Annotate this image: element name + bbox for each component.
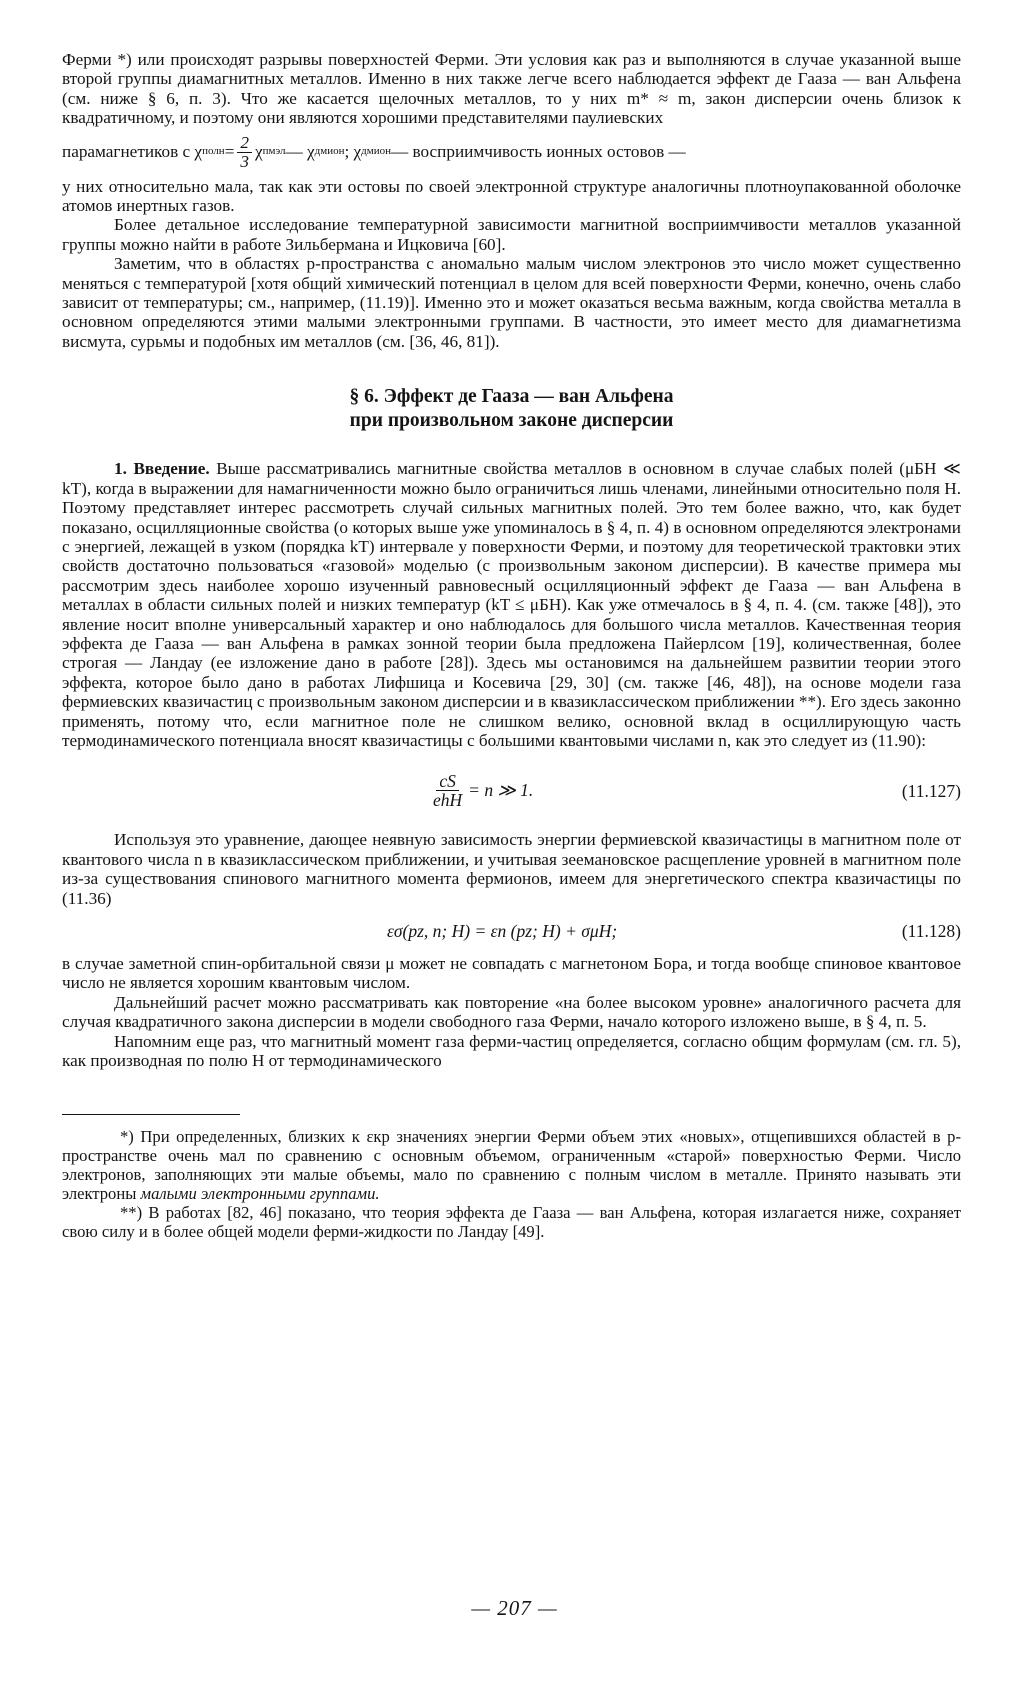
introduction-text: Выше рассматривались магнитные свойства металлов в основном в случае слабых полей (μБH ≪ kT), когда в выражении для намагниченности можно было ограничиться лишь членами, линейными относительно поля H. Поэтому представляет интерес рассмотреть случай сильных магнитных полей. Это тем более важно, что, как будет показано, осцилляционные свойства (о которых выше уже упоминалось в § 4, п. 4) в основном определяются электронами с энергией, лежащей в узком (порядка kT) интервале у поверхности Ферми, и поэтому для теоретической трактовки этих свойств достаточно пользоваться «газовой» моделью (с произвольным законом дисперсии). В качестве примера мы рассмотрим здесь наиболее хорошо изученный равновесный осцилляционный эффект де Гааза — ван Альфена в металлах в области сильных полей и низких температур (kT ≤ μБH). Как уже отмечалось в § 4, п. 4. (см. также [48]), это явление носит вполне универсальный характер и оно наблюдалось для большого числа металлов. Качественная теория эффекта де Гааза — ван Альфена в рамках зонной теории была предложена Пайерлсом [19], количественная, более строгая — Ландау (ее изложение дано в работе [28]). Здесь мы остановимся на дальнейшем развитии теории этого эффекта, которое было дано в работах Лифшица и Косевича [29, 30] (см. также [46, 48]), на основе модели газа фермиевских квазичастиц с произвольным законом дисперсии и в квазиклассическом приближении **). Его здесь законно применять, потому что, если магнитное поле не слишком велико, основной вклад в осциллирующую часть термодинамического потенциала вносят квазичастицы с большими квантовыми числами n, как это следует из (11.90): [62,459,961,750]
paragraph-ion-cores: у них относительно мала, так как эти остовы по своей электронной структуре аналогичны плотноупакованной оболочке атомов инертных газов. [62,176,961,216]
eq1-rhs: = n ≫ 1. [468,779,534,800]
section-title-line1: § 6. Эффект де Гааза — ван Альфена [349,386,674,408]
formula-minus: — χ [285,142,315,162]
formula-chi2-sub: ион [327,145,345,158]
paragraph-further-calc: Дальнейший расчет можно рассматривать как повторение «на более высоком уровне» аналогичного расчета для случая квадратичного закона дисперсии в модели свободного газа Ферми, начало которого изложено выше, в § 4, п. 5. [62,992,961,1032]
formula-eq: = [224,142,235,162]
formula-chi3-sub: ион [373,145,392,158]
formula-prefix: парамагнетиков с χ [62,142,203,162]
formula-chi1: χ [254,142,263,162]
paragraph-introduction [62,459,961,750]
footnote-1-italic: малыми электронными группами. [140,1184,380,1204]
eq1-numerator: cS [436,772,459,791]
footnote-divider [62,1114,240,1115]
paragraph-small-groups: Заметим, что в областях p-пространства с аномально малым числом электронов это число может существенно меняться с температурой [хотя общий химический потенциал в целом для всей поверхности Ферми, конечно, очень слабо зависит от температуры; см., например, (11.19)]. Именно это и может оказаться весьма важным, когда свойства металла в основном определяются этими малыми электронными группами. В частности, это имеет место для диамагнетизма висмута, сурьмы и подобных им металлов (см. [36, 46, 81]). [62,254,961,351]
formula-chi2-sup: дм [314,145,328,158]
fraction-numerator: 2 [237,134,252,153]
formula-chi1-sup: пм [262,145,276,158]
paragraph-magnetic-moment: Напомним еще раз, что магнитный момент газа ферми-частиц определяется, согласно общим формулам (см. гл. 5), как производная по полю H от термодинамического [62,1031,961,1071]
formula-chi3-sup: дм [361,145,374,158]
paragraph-zilberman: Более детальное исследование температурной зависимости магнитной восприимчивости металлов указанной группы можно найти в работе Зильбермана и Ицковича [60]. [62,215,961,254]
fraction-cs-ehh [430,772,465,809]
equation-number-11-127: (11.127) [901,781,961,802]
equation-11-127 [62,764,961,816]
paragraph-fermi-continuation: Ферми *) или происходят разрывы поверхностей Ферми. Эти условия как раз и выполняются в случае указанной выше второй группы диамагнитных металлов. Именно в них также легче всего наблюдается эффект де Гааза — ван Альфена (см. ниже § 6, п. 3). Что же касается щелочных металлов, то у них m* ≈ m, закон дисперсии очень близок к квадратичному, и поэтому они являются хорошими представителями паулиевских [62,50,961,128]
chi-formula-line [62,134,961,171]
formula-sep: ; χ [344,142,362,162]
paragraph-using-equation: Используя это уравнение, дающее неявную зависимость энергии фермиевской квазичастицы в магнитном поле от квантового числа n в квазиклассическом приближении, и учитывая зеемановское расщепление уровней в магнитном поле из-за существования спинового магнитного момента фермионов, имеем для энергетического спектра квазичастицы по (11.36) [62,830,961,908]
eq1-denominator: ehH [433,789,463,810]
subsection-label: 1. Введение. [114,459,210,479]
footnote-1 [62,1127,961,1203]
equation-number-11-128: (11.128) [901,921,961,941]
footnote-2: **) В работах [82, 46] показано, что теория эффекта де Гааза — ван Альфена, которая излагается ниже, сохраняет свою силу и в более общей модели ферми-жидкости по Ландау [49]. [62,1203,961,1242]
section-heading [62,385,961,433]
formula-suffix: — восприимчивость ионных остовов — [391,142,686,162]
fraction-two-thirds [237,134,252,171]
paragraph-spin-orbit: в случае заметной спин-орбитальной связи μ может не совпадать с магнетоном Бора, и тогда вообще спиновое квантовое число не является хорошим квантовым числом. [62,954,961,993]
page-number: — 207 — [471,1596,558,1620]
equation-11-127-body [427,764,533,816]
formula-sub-poln: полн [202,145,225,158]
formula-chi1-sub: эл [275,145,286,158]
equation-11-128-body: εσ(pz, n; H) = εn (pz; H) + σμH; [387,920,618,941]
equation-11-128 [62,918,961,944]
section-title-line2: при произвольном законе дисперсии [349,410,674,432]
fraction-denominator: 3 [240,151,249,171]
footnote-1-text: *) При определенных, близких к εкр значениях энергии Ферми объем этих «новых», отщепившихся областей в p-пространстве очень мал по сравнению с основным объемом, ограниченным «старой» поверхностью Ферми. Число электронов, заполняющих эти малые объемы, мало по сравнению с полным числом в металле. Принято называть эти электроны [62,1127,961,1204]
